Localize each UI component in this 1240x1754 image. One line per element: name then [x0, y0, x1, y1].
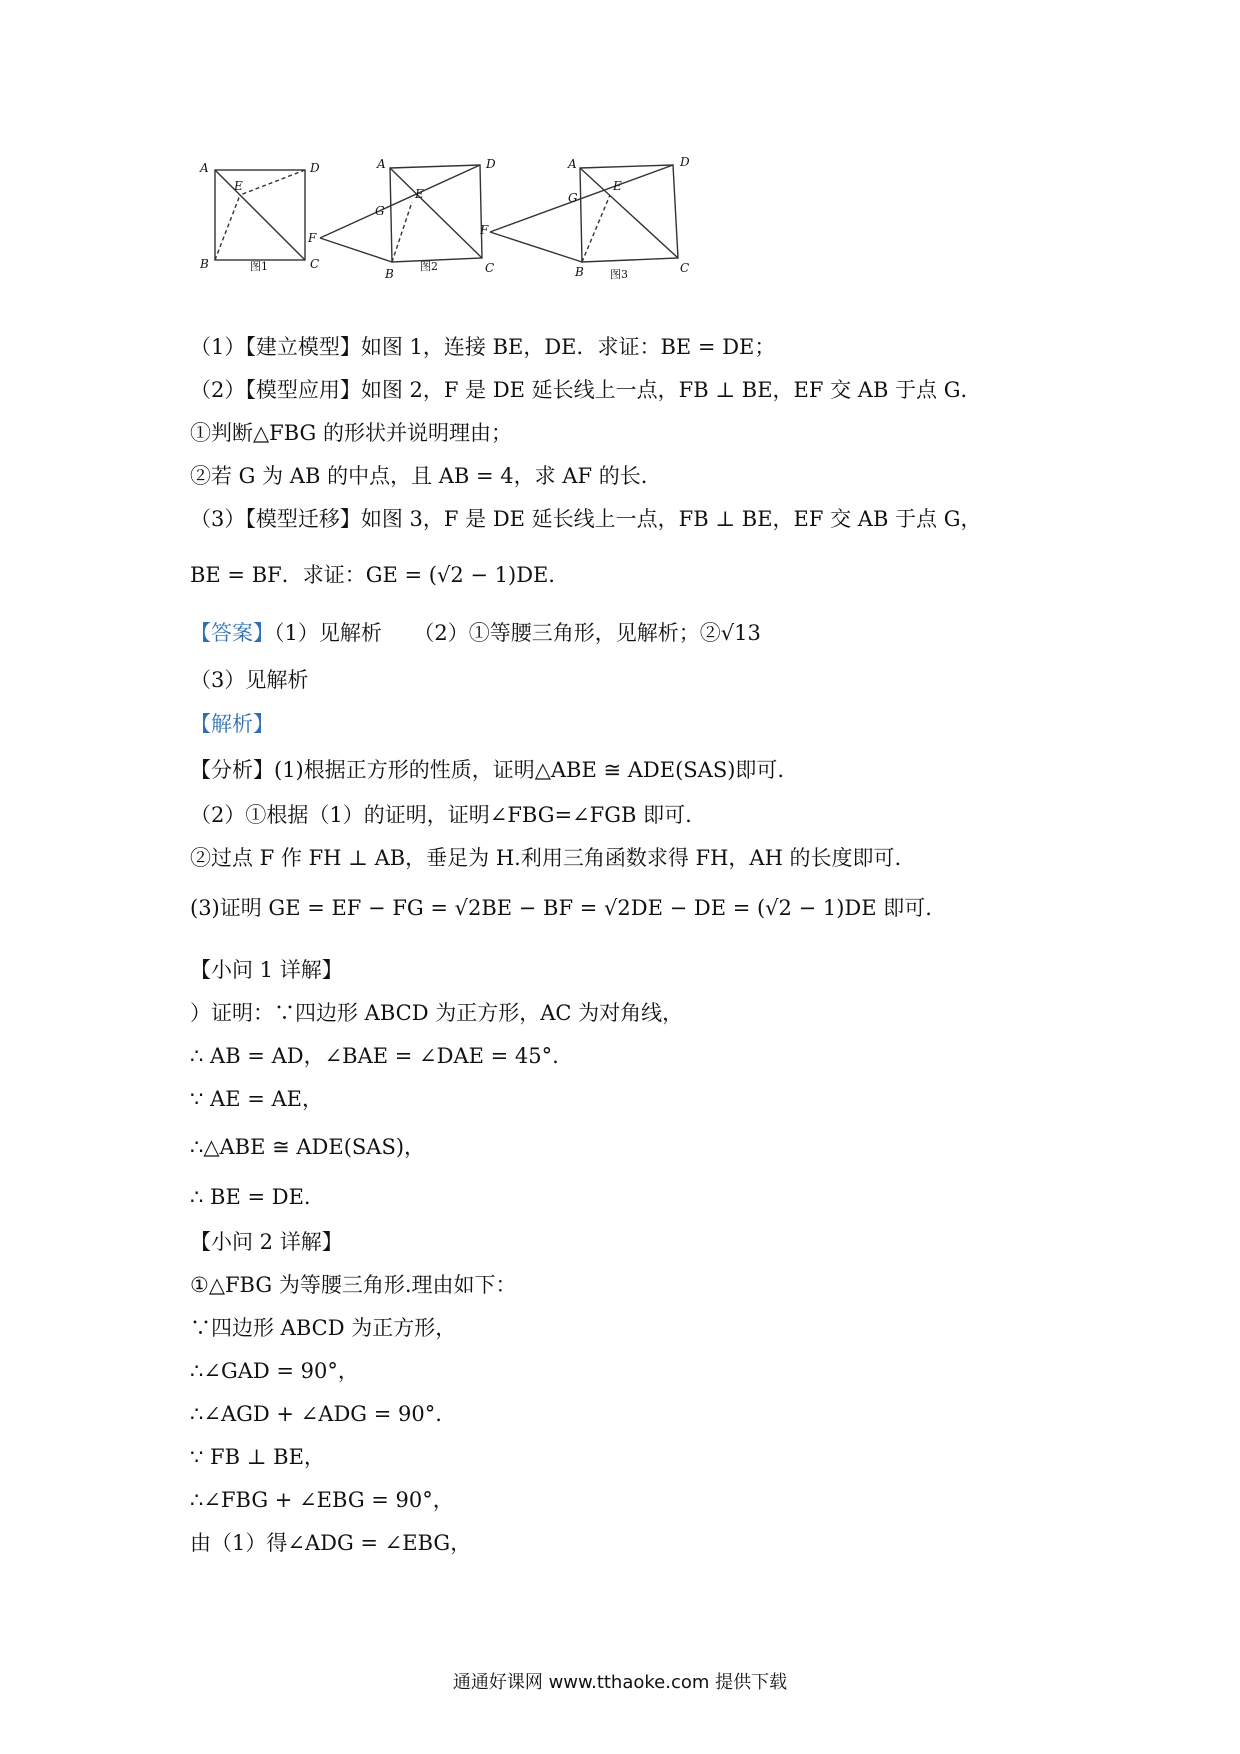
analysis-label: 【解析】 — [190, 712, 274, 736]
fig2-label-E: E — [415, 187, 424, 201]
detail2-line-7: 由（1）得∠ADG = ∠EBG， — [190, 1531, 472, 1555]
page-footer: 通通好课网 www.tthaoke.com 提供下载 — [452, 1672, 788, 1693]
detail1-header: 【小问 1 详解】 — [190, 958, 343, 982]
geometry-figures — [190, 150, 770, 300]
fig2-label-D: D — [486, 157, 496, 171]
fig3-caption: 图3 — [610, 268, 628, 281]
fig2-caption: 图2 — [420, 260, 438, 273]
fig3-label-D: D — [680, 155, 690, 169]
fig3-label-G: G — [568, 191, 578, 205]
analysis-4: (3)证明 GE = EF − FG = √2BE − BF = √2DE − DE = (√2 − 1)DE 即可. — [190, 896, 932, 920]
fig1-label-C: C — [310, 257, 320, 271]
detail2-line-6: ∴∠FBG + ∠EBG = 90°， — [190, 1488, 454, 1512]
detail1-line-2: ∴ AB = AD，∠BAE = ∠DAE = 45°. — [190, 1044, 559, 1068]
detail2-line-4: ∴∠AGD + ∠ADG = 90°. — [190, 1402, 442, 1426]
fig3-label-F: F — [480, 223, 489, 237]
detail2-line-2: ∵四边形 ABCD 为正方形， — [190, 1316, 457, 1340]
figure-2 — [320, 165, 482, 262]
question-3: （3）【模型迁移】如图 3，F 是 DE 延长线上一点，FB ⊥ BE，EF 交 AB 于点 G， — [190, 507, 982, 531]
fig2-label-B: B — [385, 267, 394, 281]
answer-label: 【答案】 — [190, 621, 274, 645]
question-2: （2）【模型应用】如图 2，F 是 DE 延长线上一点，FB ⊥ BE，EF 交 AB 于点 G． — [190, 378, 982, 402]
fig1-label-A: A — [200, 161, 209, 175]
analysis-3: ②过点 F 作 FH ⊥ AB，垂足为 H.利用三角函数求得 FH，AH 的长度即可. — [190, 846, 902, 870]
answer-text: （1）见解析 （2）①等腰三角形，见解析；②√13 — [274, 621, 761, 645]
detail1-line-4: ∴△ABE ≅ ADE(SAS)， — [190, 1135, 426, 1159]
question-2-part-2: ②若 G 为 AB 的中点，且 AB = 4，求 AF 的长. — [190, 464, 648, 488]
detail2-line-3: ∴∠GAD = 90°， — [190, 1359, 359, 1383]
answer-cont: （3）见解析 — [190, 668, 309, 692]
analysis-2: （2）①根据（1）的证明，证明∠FBG=∠FGB 即可. — [190, 803, 692, 827]
analysis-1: 【分析】(1)根据正方形的性质，证明△ABE ≅ ADE(SAS)即可. — [190, 758, 785, 782]
fig2-label-A: A — [377, 157, 386, 171]
fig2-label-F: F — [308, 231, 317, 245]
question-2-part-1: ①判断△FBG 的形状并说明理由； — [190, 421, 512, 445]
fig3-label-B: B — [575, 265, 584, 279]
detail2-line-1: ①△FBG 为等腰三角形.理由如下： — [190, 1273, 517, 1297]
fig2-label-G: G — [375, 204, 385, 218]
detail1-line-3: ∵ AE = AE， — [190, 1087, 323, 1111]
figure-3 — [490, 165, 678, 262]
detail2-line-5: ∵ FB ⊥ BE， — [190, 1445, 325, 1469]
figure-1 — [215, 170, 305, 260]
fig3-label-C: C — [680, 261, 690, 275]
answer-line — [190, 618, 761, 648]
fig1-label-E: E — [234, 179, 243, 193]
detail1-line-5: ∴ BE = DE. — [190, 1185, 311, 1209]
question-3-cont: BE = BF．求证：GE = (√2 − 1)DE． — [190, 563, 570, 587]
fig1-label-B: B — [200, 257, 209, 271]
detail1-line-1: ）证明：∵四边形 ABCD 为正方形，AC 为对角线， — [190, 1001, 684, 1025]
fig1-caption: 图1 — [250, 260, 268, 273]
detail2-header: 【小问 2 详解】 — [190, 1230, 343, 1254]
fig2-label-C: C — [485, 261, 495, 275]
fig3-label-E: E — [613, 179, 622, 193]
fig3-label-A: A — [568, 157, 577, 171]
question-1: （1）【建立模型】如图 1，连接 BE，DE．求证：BE = DE； — [190, 335, 776, 359]
fig1-label-D: D — [310, 161, 320, 175]
